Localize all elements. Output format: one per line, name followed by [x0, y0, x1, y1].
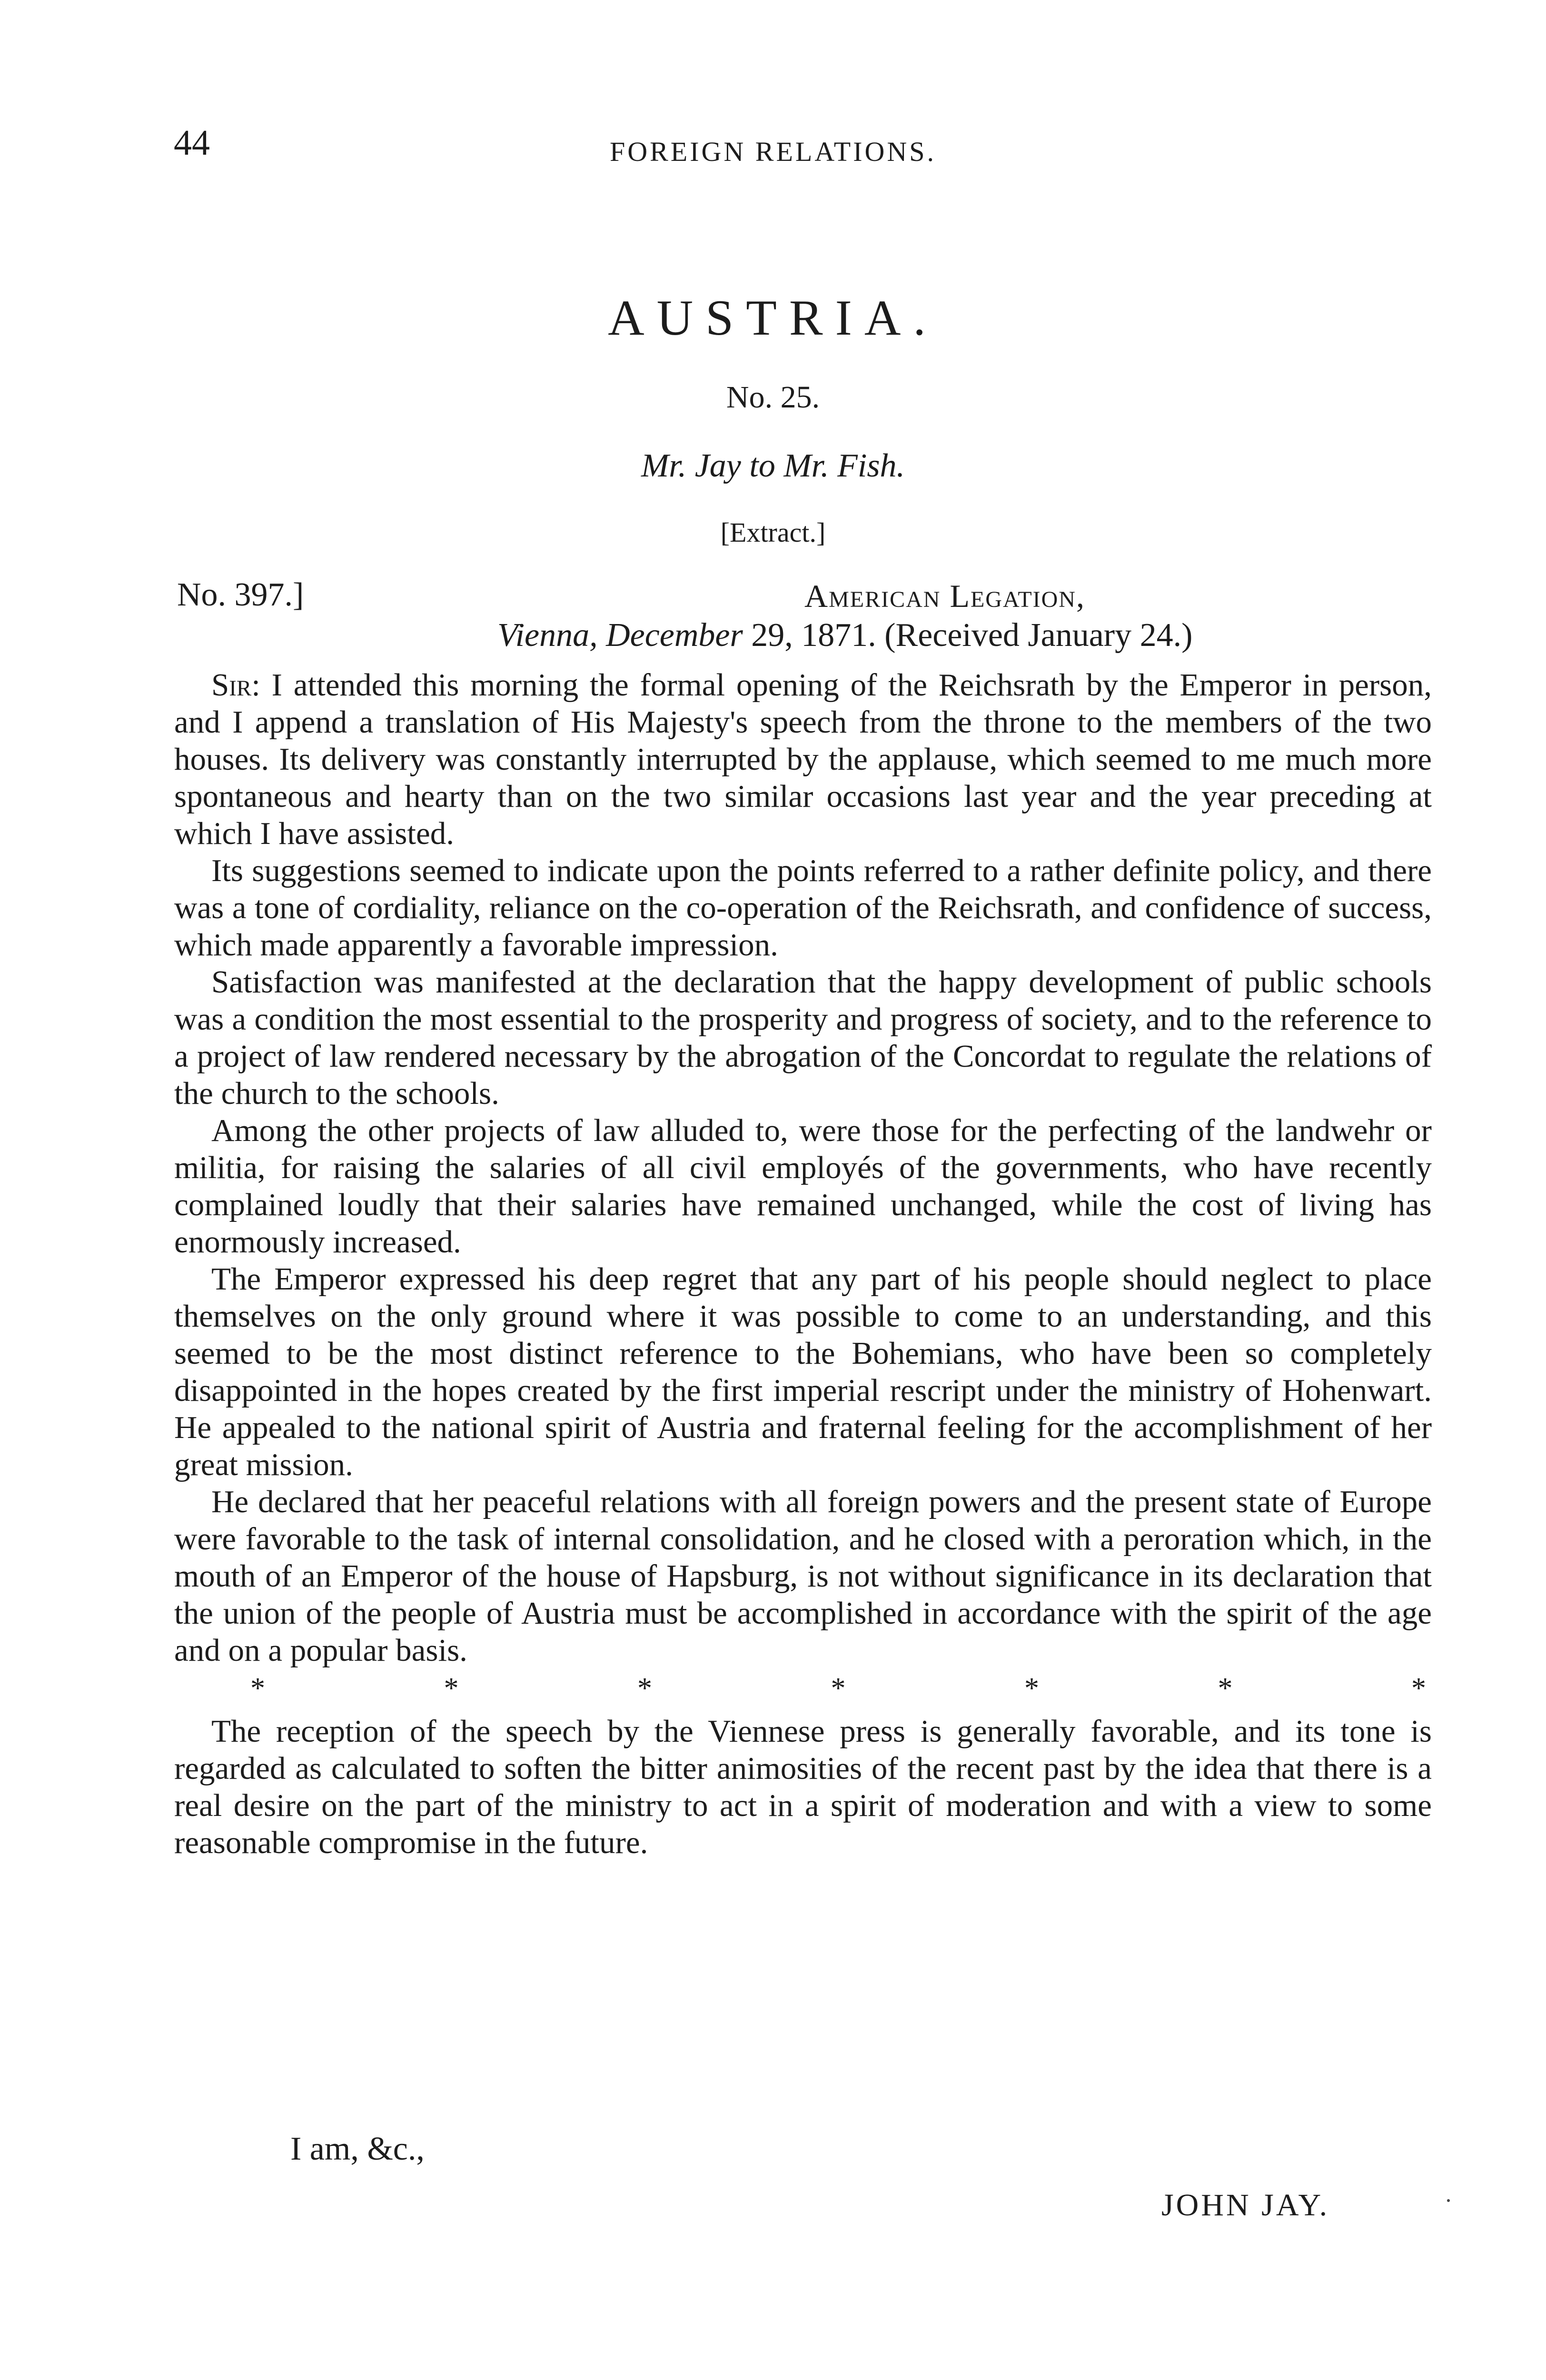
dateline-place: American Legation,: [804, 578, 1085, 614]
omission-stars: [174, 1670, 1426, 1707]
print-speck: [1447, 2199, 1450, 2202]
salutation: Sir: [211, 667, 252, 703]
page-number: 44: [174, 123, 210, 163]
paragraph: Satisfaction was manifested at the declaration that the happy development of public schools was a condition the most essential to the prosperity and progress of society, and to the reference to a project of law rendered necessary by the abrogation of the Concordat to regulate the relations of the church to the schools.: [174, 964, 1432, 1111]
star: *: [444, 1672, 459, 1705]
document-number: No. 25.: [726, 380, 820, 415]
paragraph: He declared that her peaceful relations with all foreign powers and the present state of Europe were favorable to the task of internal consolidation, and he closed with a peroration which, in the mouth of an Emperor of the house of Hapsburg, is not without significance in its declaration that the union of the people of Austria must be accomplished in accordance with the spirit of the age and on a popular basis.: [174, 1484, 1432, 1668]
star: *: [250, 1672, 265, 1705]
dispatch-number: No. 397.]: [177, 576, 304, 613]
letter-body: [174, 666, 1432, 1861]
document-title: Mr. Jay to Mr. Fish.: [641, 447, 905, 484]
star: *: [1218, 1672, 1233, 1705]
paragraph: [174, 666, 1432, 852]
section-title: AUSTRIA.: [608, 290, 938, 346]
star: *: [637, 1672, 652, 1705]
valediction: I am, &c.,: [290, 2131, 425, 2167]
dateline-date-rest: 29, 1871. (Received January 24.): [743, 617, 1193, 654]
dateline-date: [497, 619, 1192, 652]
running-head: FOREIGN RELATIONS.: [609, 136, 937, 167]
extract-note: [Extract.]: [720, 517, 826, 548]
star: *: [1024, 1672, 1039, 1705]
star: *: [1411, 1672, 1426, 1705]
paragraph-text: : I attended this morning the formal opening of the Reichsrath by the Emperor in person, and I append a translation of His Majesty's speech from the throne to the members of the two houses. Its delivery was constantly interrupted by the applause, which seemed to me much more spontaneous and hearty than on the two similar occasions last year and the year preceding at which I have assisted.: [174, 667, 1432, 851]
paragraph: Among the other projects of law alluded to, were those for the perfecting of the landwehr or militia, for raising the salaries of all civil employés of the governments, who have recently complained loudly that their salaries have remained unchanged, while the cost of living has enormously increased.: [174, 1113, 1432, 1259]
signature: JOHN JAY.: [1161, 2188, 1330, 2222]
paragraph: The Emperor expressed his deep regret that any part of his people should neglect to place themselves on the only ground where it was possible to come to an understanding, and this seemed to be the most distinct reference to the Bohemians, who have been so completely disappointed in the hopes created by the first imperial rescript under the ministry of Hohenwart. He appealed to the national spirit of Austria and fraternal feeling for the accomplishment of her great mission.: [174, 1261, 1432, 1482]
star: *: [831, 1672, 846, 1705]
paragraph: Its suggestions seemed to indicate upon the points referred to a rather definite policy, and there was a tone of cordiality, reliance on the co-operation of the Reichsrath, and confidence of success, which made apparently a favorable impression.: [174, 853, 1432, 962]
dateline-date-place: Vienna, December: [497, 617, 743, 654]
paragraph: The reception of the speech by the Viennese press is generally favorable, and its tone is regarded as calculated to soften the bitter animosities of the recent past by the idea that there is a real desire on the part of the ministry to act in a spirit of moderation and with a view to some reasonable compromise in the future.: [174, 1714, 1432, 1860]
